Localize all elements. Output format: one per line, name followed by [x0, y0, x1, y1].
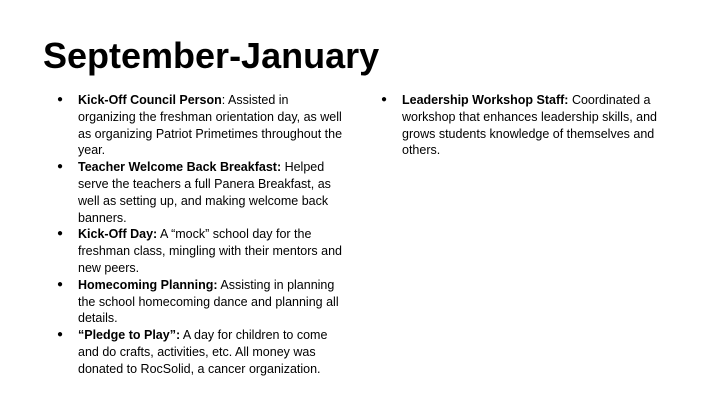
right-bullet-list: [381, 92, 671, 159]
item-heading: “Pledge to Play”:: [78, 328, 181, 343]
item-text: A “mock” school day for the freshman class, mingling with their mentors and new peers.: [78, 227, 343, 275]
bullet-icon: ●: [57, 161, 64, 173]
left-bullet-list: [57, 92, 347, 378]
item-text: A day for children to come and do crafts, activities, etc. All money was donated to RocSolid, a cancer organization.: [78, 328, 328, 376]
bullet-icon: ●: [57, 228, 64, 240]
bullet-icon: ●: [381, 94, 388, 105]
item-heading: Teacher Welcome Back Breakfast:: [78, 160, 282, 175]
bullet-icon: ●: [57, 278, 64, 290]
item-text: Coordinated a workshop that enhances leadership skills, and grows students knowledge of themselves and others.: [402, 93, 658, 158]
item-text: : Assisted in organizing the freshman orientation day, as well as organizing Patriot Primetimes throughout the year.: [78, 93, 343, 158]
item-heading: Kick-Off Day:: [78, 227, 158, 242]
item-heading: Kick-Off Council Person: [78, 93, 222, 107]
slide-title: September-January: [43, 35, 380, 76]
item-text: Assisting in planning the school homecoming dance and planning all details.: [78, 277, 339, 326]
list-item: [57, 92, 347, 159]
list-item: [57, 159, 347, 226]
list-item: [381, 92, 671, 159]
item-heading: Homecoming Planning:: [78, 277, 218, 292]
list-item: [57, 226, 347, 276]
item-heading: Leadership Workshop Staff:: [402, 93, 569, 107]
list-item: [57, 277, 347, 327]
item-text: Helped serve the teachers a full Panera Breakfast, as well as setting up, and making welcome back banners.: [78, 160, 331, 225]
bullet-icon: ●: [57, 329, 64, 341]
list-item: [57, 327, 347, 377]
bullet-icon: ●: [57, 94, 64, 105]
